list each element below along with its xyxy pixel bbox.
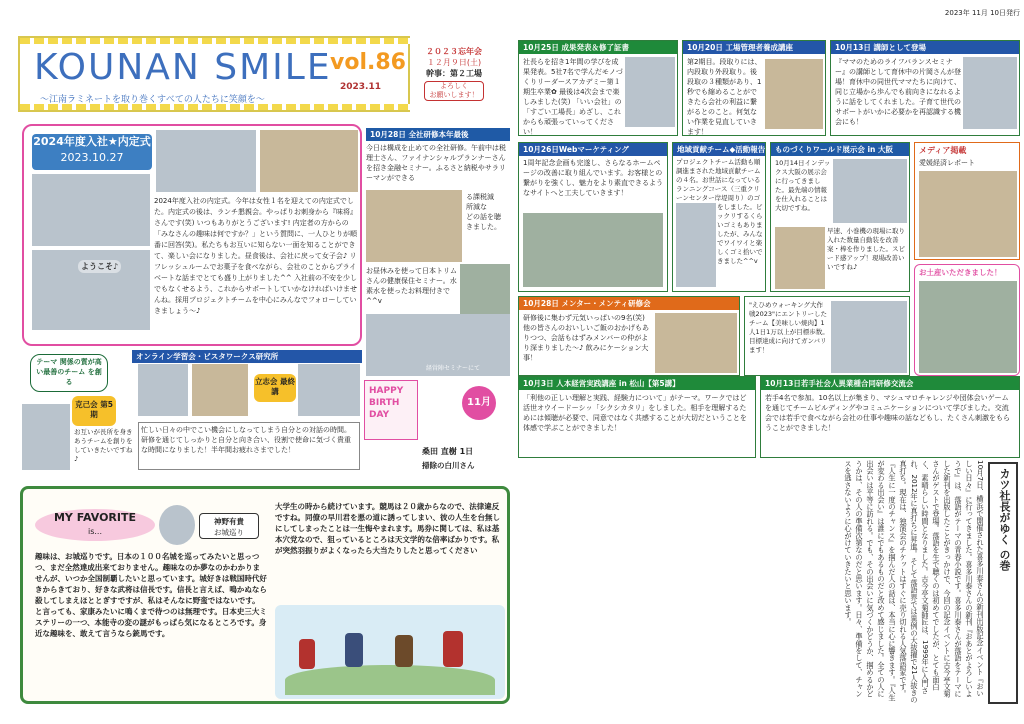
naitei-photo-1 bbox=[156, 130, 256, 192]
mentor-text: 研修後に集わず元気いっぱいの9名(笑) 他の皆さんのおいしいご飯のおかげもありつつ、会話もはずみメンバーの仲がより深まりました〜♪ 飲みにケーション大事！ bbox=[523, 314, 649, 362]
training-text-line-2: 所減な bbox=[466, 203, 487, 211]
year-end-party bbox=[414, 46, 494, 106]
online-text-1: お互いが長所を身きあうチームを創りをしていきたいですね♪ bbox=[74, 428, 133, 463]
online-photo-4 bbox=[298, 364, 360, 416]
online-photo-1 bbox=[22, 404, 70, 470]
people-management-text: 「利他の正しい理解と実践、経験力について」がテーマ。ワークではど活世オウイードーシッ「シクシカタリ」をしました。相手を理解するためには傾聴が必要で、同意ではなく共感することが大切だということを体感で学ぶことができました！ bbox=[523, 394, 747, 432]
favorite-subject: お城巡り bbox=[214, 528, 244, 537]
exhibition-photo-1 bbox=[833, 159, 907, 223]
welcome-label: ようこそ♪ bbox=[78, 260, 121, 273]
risshi-badge: 立志会 最終講 bbox=[254, 374, 296, 402]
community-text-2: をしました。ピックリするくらいゴミもありましたが、みんなでワイワイと楽しくゴミ拾いできました^^v bbox=[717, 203, 763, 265]
training-text-line-4: きました。 bbox=[466, 223, 501, 231]
exhibition-text: 10月14日インデックス大阪の展示会に行ってきました。最先端の情報を仕入れることは大切ですね。 bbox=[775, 159, 831, 212]
masthead bbox=[18, 36, 410, 112]
naitei-body: 2024年度入社の内定式。今年は女性１名を迎えての内定式でした。内定式の後は、ランチ懇親会。やっぱりお刺身から『味将』さんです(笑) いつもありがとうございます! 内定者の方からの「みなさんの趣味は何ですか？」という質問に、一人ひとりが順番に回答(笑)。私たちもお互いに知らない一面を知ることができて、楽しい会になりました。昼食後は、会社に戻って女子会♪ リフレッシュルームでお菓子を食べながら、会社のことからプライベートな話までとても盛り上がりました^^ 入社前の不安を少しでもなくせるよう、これからサポートしていかなければいけませんね。採用プロジェクトチームを中心にみんなでフォローしていきましょう〜♪ bbox=[154, 197, 357, 315]
web-marketing-section bbox=[518, 142, 668, 292]
walking-text: "えひめウォーキング大作戦2023"にエントリーしたチーム【美味しい焼肉】1人1日1万以上が目標歩数。目標達成に向けてガンバリます！ bbox=[749, 301, 829, 354]
mentor-section bbox=[518, 296, 740, 376]
exhibition-photo-2 bbox=[775, 227, 825, 289]
young-employees-header: 10月13日若手社会人異業種合同研修交流会 bbox=[761, 377, 1019, 390]
health-seminar-text: お昼休みを使って日本トリムさんの健康保住セミナー。水素水を使ったお料理付きで^^v bbox=[366, 267, 457, 305]
issue-date: 2023年 11月 10日発行 bbox=[944, 9, 1020, 17]
favorite-left-text: 趣味は、お城巡りです。日本の１００名城を巡ってみたいと思っつつ、まだ全然達成出来ておりません。趣味なのか夢なのかわかりませんが、いつか全国制覇したいと思っています。城好きは戦国時代好きからきており、好きな武将は信長です。信長と言えば、鳴かぬなら殺してしまえほととぎすですが、私はそんなに野蛮ではないです。と言っても、家康みたいに鳴くまで待つのは無理です。日本史三大ミステリーの一つ、本能寺の変の謎がもっぱら気になるところです。身近な趣味を、敢えて言うなら銃馬です。 bbox=[35, 552, 267, 638]
favorite-is: is... bbox=[87, 527, 103, 536]
media-section bbox=[914, 142, 1020, 260]
study-theme: テーマ 関係の質が高い最善のチーム を創る bbox=[30, 354, 108, 392]
community-photo bbox=[676, 203, 716, 287]
souvenir-photo bbox=[919, 281, 1017, 373]
column-title-block bbox=[988, 462, 1018, 704]
factory-mgr-photo bbox=[765, 59, 823, 129]
people-management-header: 10月3日 人本経営実践講座 in 松山【第5講】 bbox=[519, 377, 755, 390]
favorite-title: MY FAVORITE bbox=[53, 511, 136, 524]
community-text: プロジェクトチーム活動も順調進まされた地域貢献チームの４名。お世話になっているランニングコース（三重クリーンセンター岸堤周り）のゴ bbox=[676, 158, 761, 202]
samurai-illustration bbox=[275, 605, 505, 699]
group-photo-caption: 経営陣セミナーにて bbox=[426, 365, 481, 372]
naitei-title: 2024年度入社★内定式 bbox=[33, 135, 151, 148]
graduation-header: 10月25日 成果発表＆修了証書 bbox=[519, 41, 677, 54]
happy-birthday: HAPPY BIRTH DAY bbox=[364, 380, 418, 440]
birthday-month: 11月 bbox=[462, 386, 496, 420]
exhibition-section bbox=[770, 142, 910, 292]
media-subtitle: 愛媛経済レポート bbox=[919, 159, 975, 167]
column-body: 10月7日、横浜で開催された喜多川泰さんの新刊出版記念イベント『おいしい日々』に行ってきました。喜多川泰さんの新刊『おあとがよろしいようで』は、落語がテーマの青春小説です。喜多川泰さんが落語をテーマにした新刊を出版したことがきっかけで、今回の記念イベントに古今亭文菊さんがゲストで登場。落語を生で聴くのは初めてでしたが、とても面白く、素晴らしい時間となりました。古今亭文菊師匠は、1999年に入門され、2012年に真打ちに昇進。そして落語界では異例の大抜擢で21人抜きの真打ち。現在は、独演会のチケットはすぐに売り切れる人気落語家です。『人生に一度のチャンス』を掴んだ人の話は、本当に心に響きます。『人生が変わる出会い』は誰にでもあるものだと改めて感じました。全ての人に出会いは平等に訪れる。でも、その出会いに気づくかどうか、掴めるかどうかは、その人の準備次第なのだと思います。日々、準備をして、チャンスを逃さないように心がけていきたいと思います。 bbox=[844, 460, 985, 704]
graduation-photo bbox=[625, 57, 675, 127]
training-text-line-1: る課税減 bbox=[466, 193, 494, 201]
favorite-right-text: 大学生の時から続けています。競馬は２０歳からなので、法律違反ですね。同僚の早川君を悪の道に誘ってしまい、彼の人生を台無しにしてしまったことは一生悔やまれます。馬券に関しては、私は基本穴党なので、狙っているところは天文学的な倍率ばかりです。私が突然羽振りがよくなったら大当たりしたと思ってください bbox=[275, 502, 500, 555]
online-photo-3 bbox=[192, 364, 248, 416]
factory-mgr-text: 第2期目。段取りには、内段取り外段取り。後段取の３種類があり、1秒でも縮めることができたら会社の利益に繋がるとのこと。何気ない作業を見直していきます！ bbox=[687, 58, 762, 136]
party-badge: よろしく お願いします！ bbox=[424, 81, 484, 101]
lecturer-photo bbox=[963, 57, 1017, 129]
party-organizer: 幹事：第２工場 bbox=[426, 69, 482, 78]
naitei-title-block bbox=[32, 134, 152, 170]
media-photo bbox=[919, 171, 1017, 257]
birthday-section bbox=[362, 380, 514, 476]
volume-number: vol.86 bbox=[330, 50, 406, 75]
kokki-badge: 克己会 第5期 bbox=[72, 396, 116, 426]
mentor-photo bbox=[655, 313, 737, 373]
young-employees-section bbox=[760, 376, 1020, 458]
community-header: 地域貢献チーム◆活動報告 bbox=[673, 143, 765, 156]
web-marketing-header: 10月26日Webマーケティング bbox=[519, 143, 667, 156]
naitei-section bbox=[22, 124, 362, 346]
company-training-header: 10月28日 全社研修本年最後 bbox=[366, 128, 510, 141]
favorite-person: 神野有貴 bbox=[214, 517, 244, 526]
my-favorite-section bbox=[20, 486, 510, 704]
walking-photo bbox=[831, 301, 907, 373]
naitei-date: 2023.10.27 bbox=[60, 151, 124, 164]
masthead-title: KOUNAN SMILE bbox=[34, 47, 332, 88]
birthday-person: 桑田 直樹 1日 bbox=[422, 447, 474, 456]
online-text-2: 忙しい日々の中でこい機会にしなってしまう自分との対話の時間。研修を通じてしっかりと自分と向き合い、役割で使命に気づく貴重な時間になりました！半年間お疲れさまでした！ bbox=[138, 422, 360, 470]
souvenir-header: お土産いただきました！ bbox=[919, 268, 1002, 277]
seminar-photo bbox=[366, 190, 462, 262]
souvenir-section bbox=[914, 264, 1020, 376]
president-column bbox=[520, 460, 986, 704]
web-marketing-text: 1周年記念企画も完遂し、さらなるホームページの改善に取り組んでいます。お客様との繋がりを強くし、魅力をより素直できるようなサイトへと工夫していきます！ bbox=[523, 159, 663, 197]
community-section bbox=[672, 142, 766, 292]
party-title: ２０２３忘年会 bbox=[426, 47, 482, 56]
issue-month: 2023.11 bbox=[340, 82, 381, 92]
online-study-header: オンライン学習会・ビスタワークス研究所 bbox=[132, 350, 362, 363]
media-header: メディア掲載 bbox=[919, 146, 967, 155]
naitei-photo-2 bbox=[260, 130, 358, 192]
company-training-text: 今日は構成を止めての全社研修。午前中は税理士さん、ファイナンシャルプランナーさんを招き金融セミナー。ふるさと納税やサラリーマンができる bbox=[366, 144, 506, 182]
column-title: カツ社長がゆく の巻 bbox=[998, 468, 1011, 571]
young-employees-text: 若手4名で参加。10名以上が集まり、マシュマロチャレンジや団体会いゲームを通じてチームビルディングやコミュニケーションについて学びました。交流会では若手で食べながら会社の仕事や趣味の話などもし、たくさん刺激をもらうことができました！ bbox=[765, 394, 1010, 432]
factory-mgr-header: 10月20日 工場管理者養成講座 bbox=[683, 41, 825, 54]
walking-section bbox=[744, 296, 910, 376]
online-photo-2 bbox=[138, 364, 188, 416]
graduation-section bbox=[518, 40, 678, 136]
masthead-subtitle: 〜江南ラミネートを取り巻くすべての人たちに笑顔を〜 bbox=[40, 95, 265, 105]
factory-mgr-section bbox=[682, 40, 826, 136]
favorite-person-block bbox=[199, 513, 259, 539]
exhibition-header: ものづくりワールド展示会 in 大阪 bbox=[771, 143, 909, 156]
naitei-photo-3 bbox=[32, 174, 150, 246]
favorite-title-block bbox=[35, 509, 155, 541]
exhibition-text-2: 早速、小巻機の現場に取り入れた数量自動装を改善案・棒を作りました。スピード感アップ！現場改善いいですね♪ bbox=[827, 227, 905, 271]
training-text-line-3: どの話を聴 bbox=[466, 213, 501, 221]
web-marketing-photo bbox=[523, 213, 663, 287]
company-training-text-2 bbox=[466, 192, 510, 252]
online-study-section bbox=[22, 350, 362, 472]
lecturer-header: 10月13日 講師として登場 bbox=[831, 41, 1019, 54]
lecturer-text: 『ママのためのライフバランスセミナー』の講師として育休中の片岡さんが登場！育休中の同世代ママたちに向けて、同じ立場から歩んでも前向きになれるように話をしてくれました。子育て世代のサポートがいかに必要かを再認識する機会にも！ bbox=[835, 58, 961, 126]
mentor-header: 10月28日 メンター・メンティ研修会 bbox=[519, 297, 739, 310]
birthday-note: 掃除の白川さん bbox=[422, 461, 475, 470]
company-training-section bbox=[366, 128, 510, 376]
people-management-section bbox=[518, 376, 756, 458]
favorite-avatar bbox=[159, 505, 195, 545]
lecturer-section bbox=[830, 40, 1020, 136]
party-date: １２月９日(土) bbox=[426, 58, 482, 67]
graduation-text: 社長らを招き1年間の学びを成果発表。5社7名で学んだモノづくりリーダースアカデミー第１期生卒業✿ 最後は4次会まで楽しみました(笑) 「いい会社」の「すごい工場長」めざし、これからも頑張っていってください！ bbox=[523, 58, 623, 136]
